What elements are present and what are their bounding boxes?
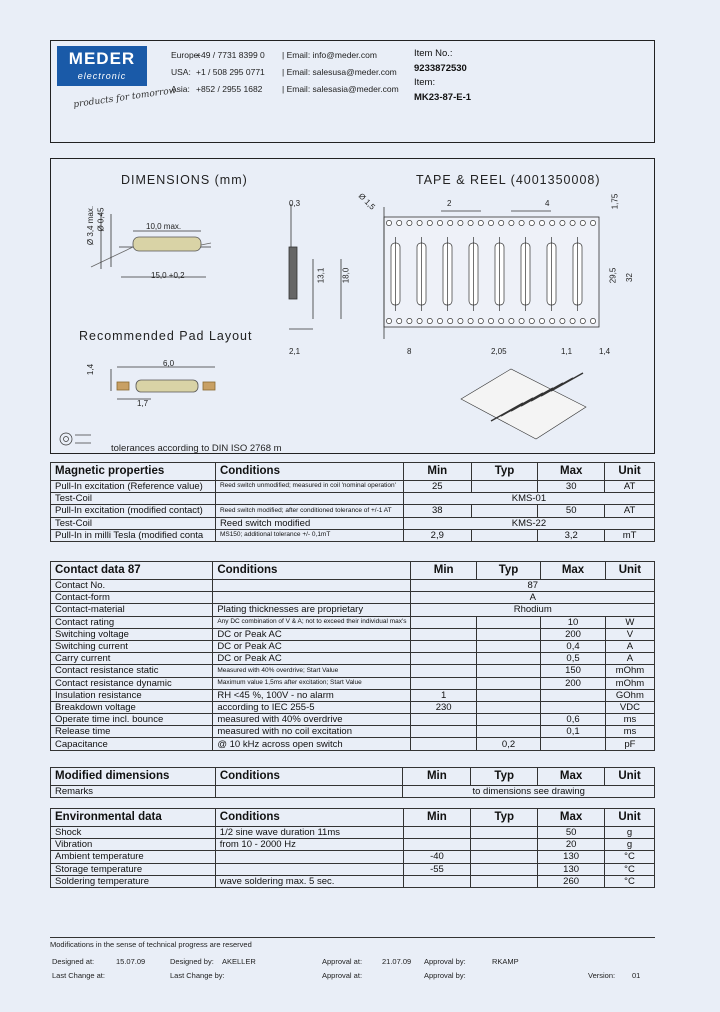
column-header: Min <box>403 463 471 481</box>
sprocket-hole <box>386 220 391 225</box>
technical-drawing <box>50 158 655 454</box>
column-header: Max <box>538 463 605 481</box>
sprocket-hole <box>468 220 473 225</box>
approval-at: 21.07.09 <box>382 957 412 966</box>
row-max <box>541 689 606 701</box>
drawing-graphics <box>51 159 656 455</box>
sprocket-hole <box>560 318 565 323</box>
row-typ <box>471 863 538 875</box>
row-min: 230 <box>411 701 476 713</box>
column-header: Max <box>538 809 605 827</box>
table-row <box>51 481 655 493</box>
row-typ <box>471 875 538 887</box>
sprocket-hole <box>448 318 453 323</box>
row-span-value: KMS-22 <box>403 517 654 529</box>
row-condition <box>215 493 403 505</box>
section-title: Environmental data <box>51 809 216 827</box>
dim-glass-length: 10,0 max. <box>146 222 182 231</box>
dim-21: 2,1 <box>289 347 301 356</box>
designed-at: 15.07.09 <box>116 957 146 966</box>
row-min <box>403 827 471 839</box>
table-row <box>51 714 655 726</box>
sprocket-hole <box>427 318 432 323</box>
sprocket-hole <box>499 220 504 225</box>
row-name: Soldering temperature <box>51 875 216 887</box>
row-typ <box>476 726 540 738</box>
row-unit: GOhm <box>605 689 654 701</box>
row-max: 200 <box>541 628 606 640</box>
row-name: Switching voltage <box>51 628 213 640</box>
tolerance-note: tolerances according to DIN ISO 2768 m <box>111 443 282 454</box>
sprocket-hole <box>417 220 422 225</box>
logo-subtext: electronic <box>77 71 127 81</box>
row-min: 1 <box>411 689 476 701</box>
column-header: Conditions <box>213 562 411 580</box>
row-max: 130 <box>538 863 605 875</box>
item-no-label: Item No.: <box>414 48 453 59</box>
reel-component <box>551 373 583 391</box>
row-max: 20 <box>538 839 605 851</box>
column-header: Conditions <box>215 809 403 827</box>
row-max: 0,1 <box>541 726 606 738</box>
table-row <box>51 616 655 628</box>
meder-logo <box>57 46 147 86</box>
row-span-value: 87 <box>411 580 655 592</box>
row-condition <box>213 592 411 604</box>
row-name: Release time <box>51 726 213 738</box>
dim-205: 2,05 <box>491 347 507 356</box>
header <box>50 40 655 143</box>
column-header: Min <box>403 768 471 786</box>
table-row <box>51 689 655 701</box>
sprocket-hole <box>499 318 504 323</box>
table-row <box>51 827 655 839</box>
row-condition: 1/2 sine wave duration 11ms <box>215 827 403 839</box>
row-name: Insulation resistance <box>51 689 213 701</box>
table-row <box>51 726 655 738</box>
contact-list <box>171 47 410 98</box>
sprocket-hole <box>580 318 585 323</box>
slogan: products for tomorrow <box>72 85 178 111</box>
table-header <box>51 463 655 481</box>
row-min <box>411 616 476 628</box>
dimensions-title: DIMENSIONS (mm) <box>121 173 248 187</box>
table-row <box>51 738 655 750</box>
sprocket-hole <box>397 318 402 323</box>
pad-dim-60: 6,0 <box>163 359 175 368</box>
contact-email[interactable]: | Email: info@meder.com <box>282 50 377 60</box>
row-condition: Reed switch modified <box>215 517 403 529</box>
table-row <box>51 786 655 798</box>
row-name: Storage temperature <box>51 863 216 875</box>
row-max: 50 <box>538 827 605 839</box>
tape-reel-title: TAPE & REEL (4001350008) <box>416 173 601 187</box>
row-condition: Reed switch modified; after conditioned tolerance of +/-1 AT <box>215 505 403 517</box>
row-condition: Maximum value 1,5ms after excitation; Start Value <box>213 677 411 689</box>
sprocket-hole <box>397 220 402 225</box>
dim-total-length: 15,0 +0,2 <box>151 271 185 280</box>
environmental-data-table <box>50 808 655 888</box>
table-row <box>51 604 655 616</box>
dim-131: 13,1 <box>316 267 326 284</box>
row-typ <box>471 505 538 517</box>
sprocket-hole <box>417 318 422 323</box>
pad-dim-14: 1,4 <box>86 363 96 376</box>
row-min <box>411 677 476 689</box>
sprocket-hole <box>458 318 463 323</box>
row-min <box>411 640 476 652</box>
column-header: Max <box>541 562 606 580</box>
row-min: -40 <box>403 851 471 863</box>
row-typ <box>476 616 540 628</box>
row-max: 130 <box>538 851 605 863</box>
column-header: Min <box>411 562 476 580</box>
sprocket-hole <box>580 220 585 225</box>
row-name: Operate time incl. bounce <box>51 714 213 726</box>
sprocket-hole <box>407 220 412 225</box>
table-row <box>51 851 655 863</box>
row-name: Test-Coil <box>51 517 216 529</box>
row-unit: W <box>605 616 654 628</box>
column-header: Typ <box>476 562 540 580</box>
version: 01 <box>632 971 641 980</box>
row-span-value: A <box>411 592 655 604</box>
column-header: Typ <box>471 768 538 786</box>
table-row <box>51 875 655 887</box>
column-header: Min <box>403 809 471 827</box>
row-name: Pull-In excitation (modified contact) <box>51 505 216 517</box>
row-condition: @ 10 kHz across open switch <box>213 738 411 750</box>
row-condition <box>215 786 403 798</box>
row-name: Shock <box>51 827 216 839</box>
row-unit: mT <box>605 529 655 541</box>
pad-dim-17: 1,7 <box>137 399 149 408</box>
contact-data-table <box>50 561 655 751</box>
dim-175: 1,75 <box>610 193 620 210</box>
section-title: Magnetic properties <box>51 463 216 481</box>
row-typ <box>471 839 538 851</box>
last-change-label: Last Change at: <box>52 971 105 980</box>
table-row <box>51 665 655 677</box>
dim-hole-diameter: Ø 1,5 <box>356 191 377 212</box>
sprocket-hole <box>488 220 493 225</box>
contact-row-europe <box>171 47 410 64</box>
table-row <box>51 529 655 541</box>
row-max: 0,5 <box>541 653 606 665</box>
table-row <box>51 628 655 640</box>
sprocket-hole <box>529 318 534 323</box>
row-condition: wave soldering max. 5 sec. <box>215 875 403 887</box>
last-change-by-label: Last Change by: <box>170 971 225 980</box>
row-min <box>411 738 476 750</box>
row-condition: Reed switch unmodified; measured in coil 'nominal operation' <box>215 481 403 493</box>
row-max <box>541 701 606 713</box>
table-row <box>51 863 655 875</box>
row-condition <box>215 863 403 875</box>
table-row <box>51 592 655 604</box>
table-row <box>51 653 655 665</box>
designed-by-label: Designed by: <box>170 957 214 966</box>
sprocket-hole <box>478 220 483 225</box>
row-condition: Measured with 40% overdrive; Start Value <box>213 665 411 677</box>
column-header: Typ <box>471 809 538 827</box>
row-condition: DC or Peak AC <box>213 653 411 665</box>
sprocket-hole <box>570 318 575 323</box>
row-typ <box>476 628 540 640</box>
column-header: Unit <box>605 562 654 580</box>
row-condition: DC or Peak AC <box>213 628 411 640</box>
row-min <box>403 875 471 887</box>
row-typ <box>476 714 540 726</box>
table-row <box>51 493 655 505</box>
sprocket-hole <box>590 220 595 225</box>
row-max: 30 <box>538 481 605 493</box>
footer-note: Modifications in the sense of technical progress are reserved <box>50 940 252 949</box>
contact-phone: +1 / 508 295 0771 <box>196 67 265 77</box>
table-row <box>51 580 655 592</box>
table-header <box>51 768 655 786</box>
row-condition: RH <45 %, 100V - no alarm <box>213 689 411 701</box>
contact-phone: +49 / 7731 8399 0 <box>196 50 265 60</box>
sprocket-hole <box>519 220 524 225</box>
row-unit: mOhm <box>605 677 654 689</box>
table-row <box>51 517 655 529</box>
row-typ <box>476 677 540 689</box>
item-name: MK23-87-E-1 <box>414 91 472 103</box>
item-no: 9233872530 <box>414 62 467 74</box>
row-typ <box>471 481 538 493</box>
dim-14: 1,4 <box>599 347 611 356</box>
row-condition: MS150; additional tolerance +/- 0,1mT <box>215 529 403 541</box>
dim-4: 4 <box>545 199 550 208</box>
row-condition: measured with 40% overdrive <box>213 714 411 726</box>
table-row <box>51 677 655 689</box>
row-unit: pF <box>605 738 654 750</box>
dim-wire: Ø 0,45 <box>96 207 106 232</box>
row-name: Contact resistance static <box>51 665 213 677</box>
row-condition: according to IEC 255-5 <box>213 701 411 713</box>
row-name: Pull-In in milli Tesla (modified conta <box>51 529 216 541</box>
contact-row-usa <box>171 64 410 81</box>
dim-2: 2 <box>447 199 452 208</box>
designed-by: AKELLER <box>222 957 256 966</box>
row-min: 25 <box>403 481 471 493</box>
row-min <box>411 665 476 677</box>
row-min <box>411 628 476 640</box>
sprocket-hole <box>488 318 493 323</box>
designed-at-label: Designed at: <box>52 957 95 966</box>
contact-email[interactable]: | Email: salesusa@meder.com <box>282 67 397 77</box>
dim-8: 8 <box>407 347 412 356</box>
contact-region: Asia: <box>171 84 190 94</box>
row-span-value: Rhodium <box>411 604 655 616</box>
row-condition: Plating thicknesses are proprietary <box>213 604 411 616</box>
row-name: Switching current <box>51 640 213 652</box>
row-min <box>411 653 476 665</box>
row-name: Contact-material <box>51 604 213 616</box>
sprocket-hole <box>509 220 514 225</box>
row-min: 2,9 <box>403 529 471 541</box>
row-name: Contact No. <box>51 580 213 592</box>
dim-03: 0,3 <box>289 199 301 208</box>
modified-dimensions-table <box>50 767 655 798</box>
row-unit: V <box>605 628 654 640</box>
row-name: Breakdown voltage <box>51 701 213 713</box>
approval-by: RKAMP <box>492 957 519 966</box>
item-info <box>414 47 471 105</box>
dim-32: 32 <box>624 273 634 282</box>
row-typ <box>471 529 538 541</box>
sprocket-hole <box>570 220 575 225</box>
row-name: Test-Coil <box>51 493 216 505</box>
row-max: 0,6 <box>541 714 606 726</box>
row-typ <box>476 665 540 677</box>
table-header <box>51 562 655 580</box>
row-min: 38 <box>403 505 471 517</box>
row-typ <box>476 701 540 713</box>
sprocket-hole <box>560 220 565 225</box>
sprocket-hole <box>427 220 432 225</box>
row-typ: 0,2 <box>476 738 540 750</box>
approval-at-label: Approval at: <box>322 957 363 966</box>
column-header: Unit <box>605 809 655 827</box>
row-name: Remarks <box>51 786 216 798</box>
sprocket-hole <box>437 318 442 323</box>
row-unit: mOhm <box>605 665 654 677</box>
column-header: Conditions <box>215 463 403 481</box>
row-unit: °C <box>605 863 655 875</box>
column-header: Max <box>538 768 605 786</box>
contact-region: USA: <box>171 67 191 77</box>
logo-text: MEDER <box>68 49 136 68</box>
row-unit: A <box>605 653 654 665</box>
sprocket-hole <box>590 318 595 323</box>
sprocket-hole <box>458 220 463 225</box>
row-name: Ambient temperature <box>51 851 216 863</box>
sprocket-hole <box>448 220 453 225</box>
sprocket-hole <box>550 318 555 323</box>
dim-11: 1,1 <box>561 347 573 356</box>
contact-row-asia <box>171 81 410 98</box>
row-max: 50 <box>538 505 605 517</box>
row-unit: ms <box>605 714 654 726</box>
row-unit: AT <box>605 481 655 493</box>
row-typ <box>476 640 540 652</box>
version-label: Version: <box>588 971 616 980</box>
row-condition: from 10 - 2000 Hz <box>215 839 403 851</box>
sprocket-hole <box>550 220 555 225</box>
approval-by-label: Approval by: <box>424 957 466 966</box>
row-unit: AT <box>605 505 655 517</box>
item-label: Item: <box>414 77 436 88</box>
row-name: Pull-In excitation (Reference value) <box>51 481 216 493</box>
column-header: Unit <box>605 463 655 481</box>
row-name: Contact resistance dynamic <box>51 677 213 689</box>
row-max: 260 <box>538 875 605 887</box>
row-unit: g <box>605 827 655 839</box>
row-max: 3,2 <box>538 529 605 541</box>
row-unit: VDC <box>605 701 654 713</box>
contact-region: Europe: <box>171 50 201 60</box>
magnetic-properties-table <box>50 462 655 542</box>
row-typ <box>476 653 540 665</box>
dim-180: 18,0 <box>341 267 351 284</box>
row-span-value: KMS-01 <box>403 493 654 505</box>
pad-layout-title: Recommended Pad Layout <box>79 329 253 343</box>
table-row <box>51 505 655 517</box>
row-name: Carry current <box>51 653 213 665</box>
table-row <box>51 701 655 713</box>
section-title: Modified dimensions <box>51 768 216 786</box>
sprocket-hole <box>529 220 534 225</box>
dim-diameter: Ø 3,4 max. <box>86 205 96 246</box>
row-condition: DC or Peak AC <box>213 640 411 652</box>
row-max: 150 <box>541 665 606 677</box>
table-header <box>51 809 655 827</box>
column-header: Typ <box>471 463 538 481</box>
sprocket-hole <box>519 318 524 323</box>
sprocket-hole <box>509 318 514 323</box>
column-header: Unit <box>605 768 655 786</box>
dim-295: 29,5 <box>608 267 618 284</box>
row-name: Capacitance <box>51 738 213 750</box>
section-title: Contact data 87 <box>51 562 213 580</box>
row-unit: g <box>605 839 655 851</box>
row-typ <box>476 689 540 701</box>
sprocket-hole <box>386 318 391 323</box>
row-max <box>541 738 606 750</box>
table-row <box>51 640 655 652</box>
sprocket-hole <box>478 318 483 323</box>
sprocket-hole <box>539 220 544 225</box>
sprocket-hole <box>539 318 544 323</box>
row-name: Contact rating <box>51 616 213 628</box>
row-unit: °C <box>605 851 655 863</box>
table-row <box>51 839 655 851</box>
row-condition <box>213 580 411 592</box>
row-max: 200 <box>541 677 606 689</box>
footer-divider <box>50 937 655 938</box>
row-span-value: to dimensions see drawing <box>403 786 655 798</box>
row-condition: Any DC combination of V & A; not to exceed their individual max's <box>213 616 411 628</box>
contact-phone: +852 / 2955 1682 <box>196 84 263 94</box>
row-typ <box>471 827 538 839</box>
approval-by-2-label: Approval by: <box>424 971 466 980</box>
row-min <box>411 714 476 726</box>
row-max: 0,4 <box>541 640 606 652</box>
row-max: 10 <box>541 616 606 628</box>
row-name: Contact-form <box>51 592 213 604</box>
row-typ <box>471 851 538 863</box>
row-unit: A <box>605 640 654 652</box>
sprocket-hole <box>437 220 442 225</box>
row-condition: measured with no coil excitation <box>213 726 411 738</box>
sprocket-hole <box>468 318 473 323</box>
row-name: Vibration <box>51 839 216 851</box>
approval-at-2-label: Approval at: <box>322 971 363 980</box>
contact-email[interactable]: | Email: salesasia@meder.com <box>282 84 399 94</box>
row-min <box>411 726 476 738</box>
sprocket-hole <box>407 318 412 323</box>
row-unit: ms <box>605 726 654 738</box>
row-unit: °C <box>605 875 655 887</box>
row-min <box>403 839 471 851</box>
row-condition <box>215 851 403 863</box>
column-header: Conditions <box>215 768 403 786</box>
row-min: -55 <box>403 863 471 875</box>
